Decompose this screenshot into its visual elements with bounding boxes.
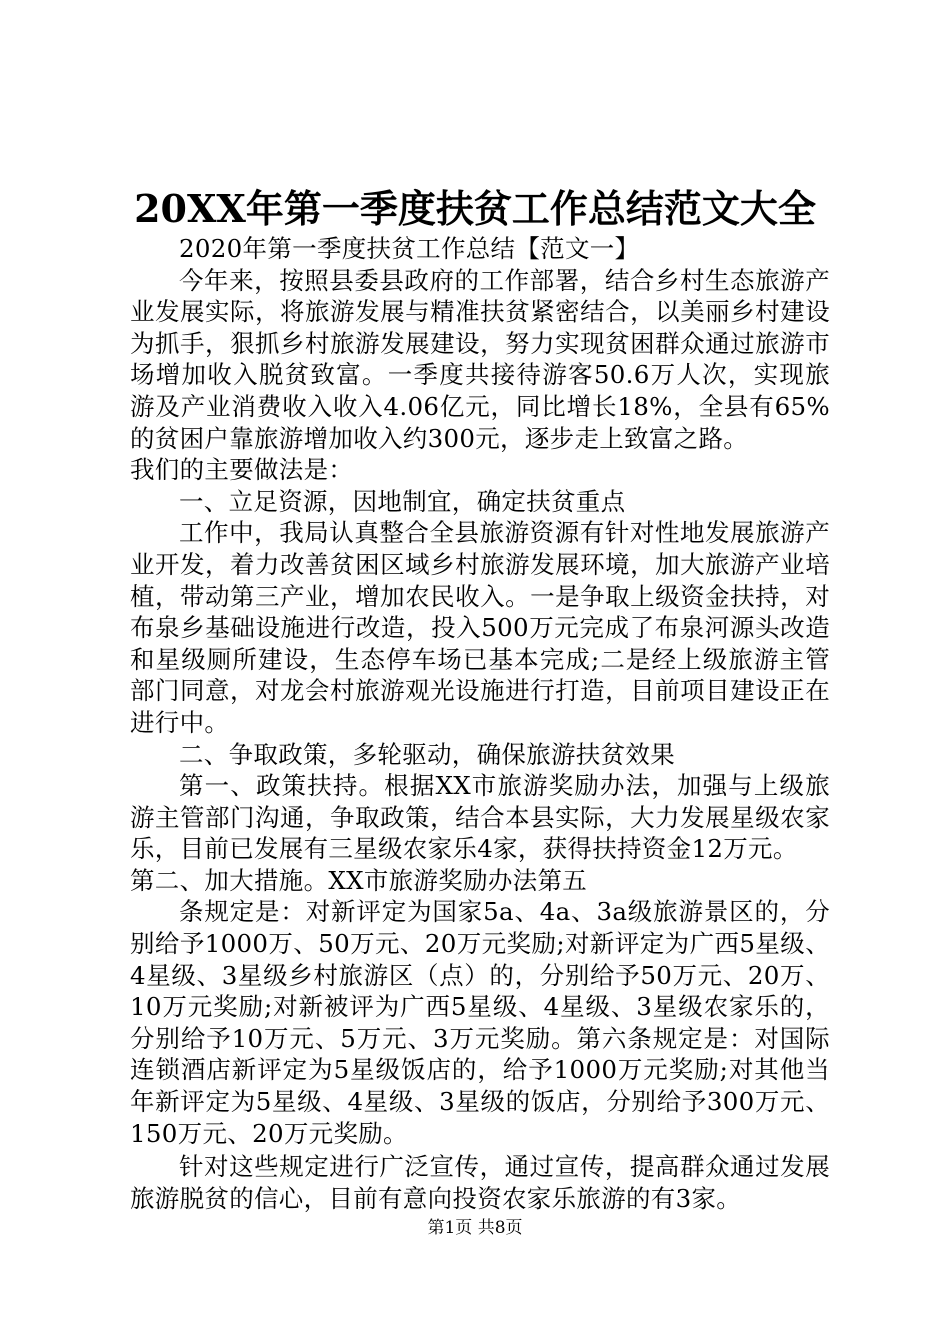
document-title: 20XX年第一季度扶贫工作总结范文大全 (134, 186, 816, 231)
paragraph: 我们的主要做法是： (130, 455, 354, 485)
section-heading: 2020年第一季度扶贫工作总结【范文一】 (179, 234, 640, 263)
subheading: 二、争取政策，多轮驱动，确保旅游扶贫效果 (179, 739, 675, 769)
document-body (130, 233, 830, 1214)
paragraph: 第一、政策扶持。根据XX市旅游奖励办法，加强与上级旅游主管部门沟通，争取政策，结合本县实际，大力发展星级农家乐，目前已发展有三星级农家乐4家，获得扶持资金12万元。 (130, 771, 830, 864)
subheading: 一、立足资源，因地制宜，确定扶贫重点 (179, 486, 626, 516)
paragraph: 工作中，我局认真整合全县旅游资源有针对性地发展旅游产业开发，着力改善贫困区域乡村旅游发展环境，加大旅游产业培植，带动第三产业，增加农民收入。一是争取上级资金扶持，对布泉乡基础设施进行改造，投入500万元完成了布泉河源头改造和星级厕所建设，生态停车场已基本完成;二是经上级旅游主管部门同意，对龙会村旅游观光设施进行打造，目前项目建设正在进行中。 (130, 518, 830, 737)
paragraph: 今年来，按照县委县政府的工作部署，结合乡村生态旅游产业发展实际，将旅游发展与精准扶贫紧密结合，以美丽乡村建设为抓手，狠抓乡村旅游发展建设，努力实现贫困群众通过旅游市场增加收入脱贫致富。一季度共接待游客50.6万人次，实现旅游及产业消费收入收入4.06亿元，同比增长18%，全县有65%的贫困户靠旅游增加收入约300元，逐步走上致富之路。 (130, 265, 830, 453)
paragraph: 条规定是：对新评定为国家5a、4a、3a级旅游景区的，分别给予1000万、50万元、20万元奖励;对新评定为广西5星级、4星级、3星级乡村旅游区（点）的，分别给予50万元、20万、10万元奖励;对新被评为广西5星级、4星级、3星级农家乐的，分别给予10万元、5万元、3万元奖励。第六条规定是：对国际连锁酒店新评定为5星级饭店的，给予1000万元奖励;对其他当年新评定为5星级、4星级、3星级的饭店，分别给予300万元、150万元、20万元奖励。 (130, 897, 830, 1148)
paragraph: 针对这些规定进行广泛宣传，通过宣传，提高群众通过发展旅游脱贫的信心，目前有意向投资农家乐旅游的有3家。 (130, 1152, 830, 1213)
paragraph: 第二、加大措施。XX市旅游奖励办法第五 (130, 865, 588, 895)
page-footer: 第1页 共8页 (427, 1218, 523, 1238)
